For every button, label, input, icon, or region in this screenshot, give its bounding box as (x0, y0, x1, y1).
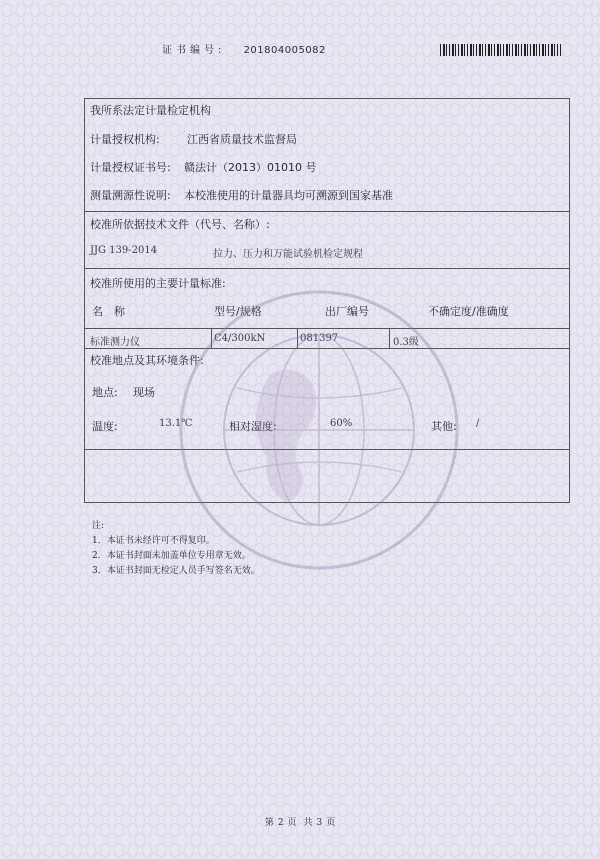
environment-title: 校准地点及其环境条件: (90, 354, 204, 367)
auth-org-value: 江西省质量技术监督局 (187, 133, 297, 146)
table-divider (84, 328, 570, 329)
auth-cert-label: 计量授权证书号: (90, 161, 171, 174)
notes-section (92, 519, 260, 579)
traceability-label: 测量溯源性说明: (90, 189, 171, 202)
column-header-model: 型号/规格 (214, 305, 262, 318)
column-header-name: 名 称 (92, 305, 125, 318)
total-pages: 3 (316, 818, 323, 828)
humidity-value: 60% (330, 418, 353, 429)
page-number: 2 (277, 818, 284, 828)
table-divider (84, 449, 570, 450)
temperature-value: 13.1℃ (159, 418, 193, 429)
notes-title: 注: (92, 521, 105, 531)
location-value: 现场 (133, 386, 155, 399)
cert-number-value: 201804005082 (243, 45, 326, 56)
table-divider (84, 268, 570, 269)
column-header-accuracy: 不确定度/准确度 (428, 305, 509, 318)
standard-accuracy-cell: 0.3级 (393, 337, 419, 348)
basis-code: JJG 139-2014 (90, 245, 158, 256)
humidity-label: 相对湿度: (229, 420, 277, 433)
note-item: 3．本证书封面无检定人员手写签名无效。 (92, 566, 260, 576)
standards-title: 校准所使用的主要计量标准: (90, 277, 226, 290)
basis-name: 拉力、压力和万能试验机检定规程 (213, 249, 363, 260)
note-item: 2．本证书封面未加盖单位专用章无效。 (92, 551, 251, 561)
standard-model-cell: C4/300kN (214, 333, 266, 344)
certificate-number-row (162, 41, 326, 56)
temperature-label: 温度: (92, 420, 118, 433)
other-value: / (476, 418, 480, 429)
footer-text: 共 (303, 818, 313, 828)
page-footer (0, 815, 600, 828)
column-header-serial: 出厂编号 (325, 305, 369, 318)
table-divider (297, 328, 298, 348)
cert-number-label: 证书编号: (162, 45, 226, 56)
table-divider (84, 211, 570, 212)
table-divider (389, 328, 390, 348)
table-divider (211, 328, 212, 348)
standard-name-cell: 标准测力仪 (90, 337, 140, 348)
barcode-graphic (440, 44, 561, 56)
note-item: 1．本证书未经许可不得复印。 (92, 536, 215, 546)
location-label: 地点: (92, 386, 118, 399)
standard-serial-cell: 081397 (300, 333, 339, 344)
footer-text: 页 (287, 818, 297, 828)
basis-title: 校准所依据技术文件（代号、名称）: (90, 218, 270, 231)
auth-cert-value: 赣法计（2013）01010 号 (184, 161, 317, 174)
institution-title: 我所系法定计量检定机构 (90, 104, 211, 117)
auth-org-label: 计量授权机构: (90, 133, 160, 146)
other-label: 其他: (431, 420, 457, 433)
traceability-value: 本校准使用的计量器具均可溯源到国家基准 (184, 189, 393, 202)
footer-text: 第 (264, 818, 274, 828)
footer-text: 页 (326, 818, 336, 828)
table-divider (84, 348, 570, 349)
